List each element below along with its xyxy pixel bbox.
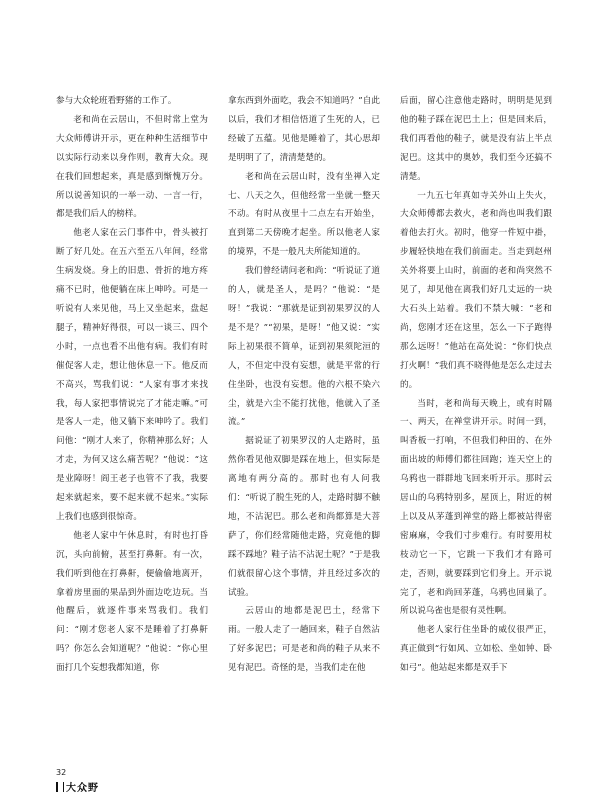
article-body xyxy=(56,92,552,732)
magazine-logo xyxy=(56,779,99,794)
paragraph: 他老人家行住坐卧的威仪很严正，真正做到“行如风、立如松、坐如钟、卧如弓”。他站起来都是双手下 xyxy=(400,625,552,674)
text-column-middle xyxy=(228,92,380,732)
page-number: 32 xyxy=(56,768,67,777)
paragraph: 云居山的地都是泥巴土，经常下雨。一般人走了一趟回来，鞋子自然沾了好多泥巴；可是老和尚的鞋子从来不见有泥巴。奇怪的是，当我们走在他 xyxy=(228,606,380,674)
paragraph: 老和尚在云居山时，没有坐禅入定七、八天之久，但他经常一坐就一整天不动。有时从夜里十二点左右开始坐，直到第二天傍晚才起坐。所以他老人家的境界，不是一般凡夫所能知道的。 xyxy=(228,171,380,258)
paragraph: 他老人家在云门事件中，骨头被打断了好几处。在五六至五八年间，经常生病发烧。身上的旧患、骨折的地方疼痛不已时，他便躺在床上呻吟。可是一听说有人来见他，马上又坐起来，盘起腿子，精神好得很，可以一谈三、四个小时，一点也看不出他有病。我们有时催促客人走，想让他休息一下。他反而不高兴，骂我们说：“人家有事才来找我，每人家把事情说完了才能走嘛。”可是客人一走，他又躺下来呻吟了。我们问他：“刚才人来了，你精神那么好；人才走，为何又这么痛苦呢？”他说：“这是业障呀！阎王老子也管不了我，我要起来就起来，要不起来就不起来。”实际上我们也感到很惊奇。 xyxy=(56,228,208,522)
paragraph: 他老人家中午休息时，有时也打昏沉，头向前俯，甚至打鼻鼾。有一次，我们听到他在打鼻鼾，便偷偷地离开，拿着房里面的果品到外面边吃边玩。当他醒后，就逐件事来骂我们。我们问：“刚才您老人家不是睡着了打鼻鼾吗？你怎么会知道呢？”他说：“你心里面打几个妄想我都知道，你 xyxy=(56,530,208,674)
paragraph: 据说证了初果罗汉的人走路时，虽然你看见他双脚是踩在地上，但实际是离地有两分高的。那时也有人问我们：“听说了脱生死的人，走路时脚不触地，不沾泥巴。那么老和尚都算是大菩萨了，你们经常随他走路，究竟他的脚踩不踩地？鞋子沾不沾泥土呢？”于是我们就很留心这个事情，并且经过多次的试验。 xyxy=(228,436,380,598)
paragraph: 当时，老和尚每天晚上，或有时隔一、两天，在禅堂讲开示。时间一到，叫香板一打响，不但我们种田的、在外面出坡的师傅们都往回跑；连天空上的乌鸦也一群群地飞回来听开示。那时云居山的乌鸦特别多，屋顶上，附近的树上以及从茅蓬到禅堂的路上都被站得密密麻麻，令我们寸步难行。有时要用杖枝动它一下，它跳一下我们才有路可走，否则，就要踩到它们身上。开示说完了，老和尚回茅蓬，乌鸦也回巢了。所以说乌雀也是很有灵性啊。 xyxy=(400,398,552,617)
paragraph: 拿东西到外面吃，我会不知道吗？”自此以后，我们才相信悟道了生死的人，已经破了五蕴。见他是睡着了，其心思却是明明了了，清清楚楚的。 xyxy=(228,96,380,163)
paragraph: 后面，留心注意他走路时，明明是见到他的鞋子踩在泥巴土上；但是回来后，我们再看他的鞋子，就是没有沾上半点泥巴。这其中的奥妙，我们至今还搞不清楚。 xyxy=(400,96,552,182)
text-column-left xyxy=(56,92,208,732)
paragraph: 参与大众轮班看野猪的工作了。 xyxy=(56,96,177,106)
logo-text: 大众野 xyxy=(66,783,99,794)
paragraph: 我们曾经请问老和尚：“听说证了道的人，就是圣人，是吗？”他说：“是呀！”我说：“那就是证到初果罗汉的人是不是？”“初果，是呀！”他又说：“实际上初果很不简单，证到初果须陀洹的人，不但定中没有妄想，就是平常的行住坐卧，也没有妄想。他的六根不染六尘，就是六尘不能打扰他，他就入了圣流。” xyxy=(228,266,380,428)
paragraph: 一九五七年真如寺关外山上失火，大众师傅都去救火，老和尚也叫我们跟着他去打火。初时，他穿一件短中褂，步履轻快地在我们前面走。当走到赵州关外将要上山时，前面的老和尚突然不见了，却见他在离我们好几丈远的一块大石头上站着。我们不禁大喊：“老和尚，您刚才还在这里，怎么一下子跑得那么远呀！”他站在高处说：“你们快点打火啊！”我们真不晓得他是怎么走过去的。 xyxy=(400,190,552,390)
text-column-right xyxy=(400,92,552,732)
paragraph: 老和尚在云居山，不但时常上堂为大众师傅讲开示，更在种种生活细节中以实际行动来以身作则，教育大众。现在我们回想起来，真是感到惭愧万分。所以说善知识的一举一动、一言一行，都是我们后人的榜样。 xyxy=(56,114,208,220)
logo-bars-icon xyxy=(56,782,64,792)
